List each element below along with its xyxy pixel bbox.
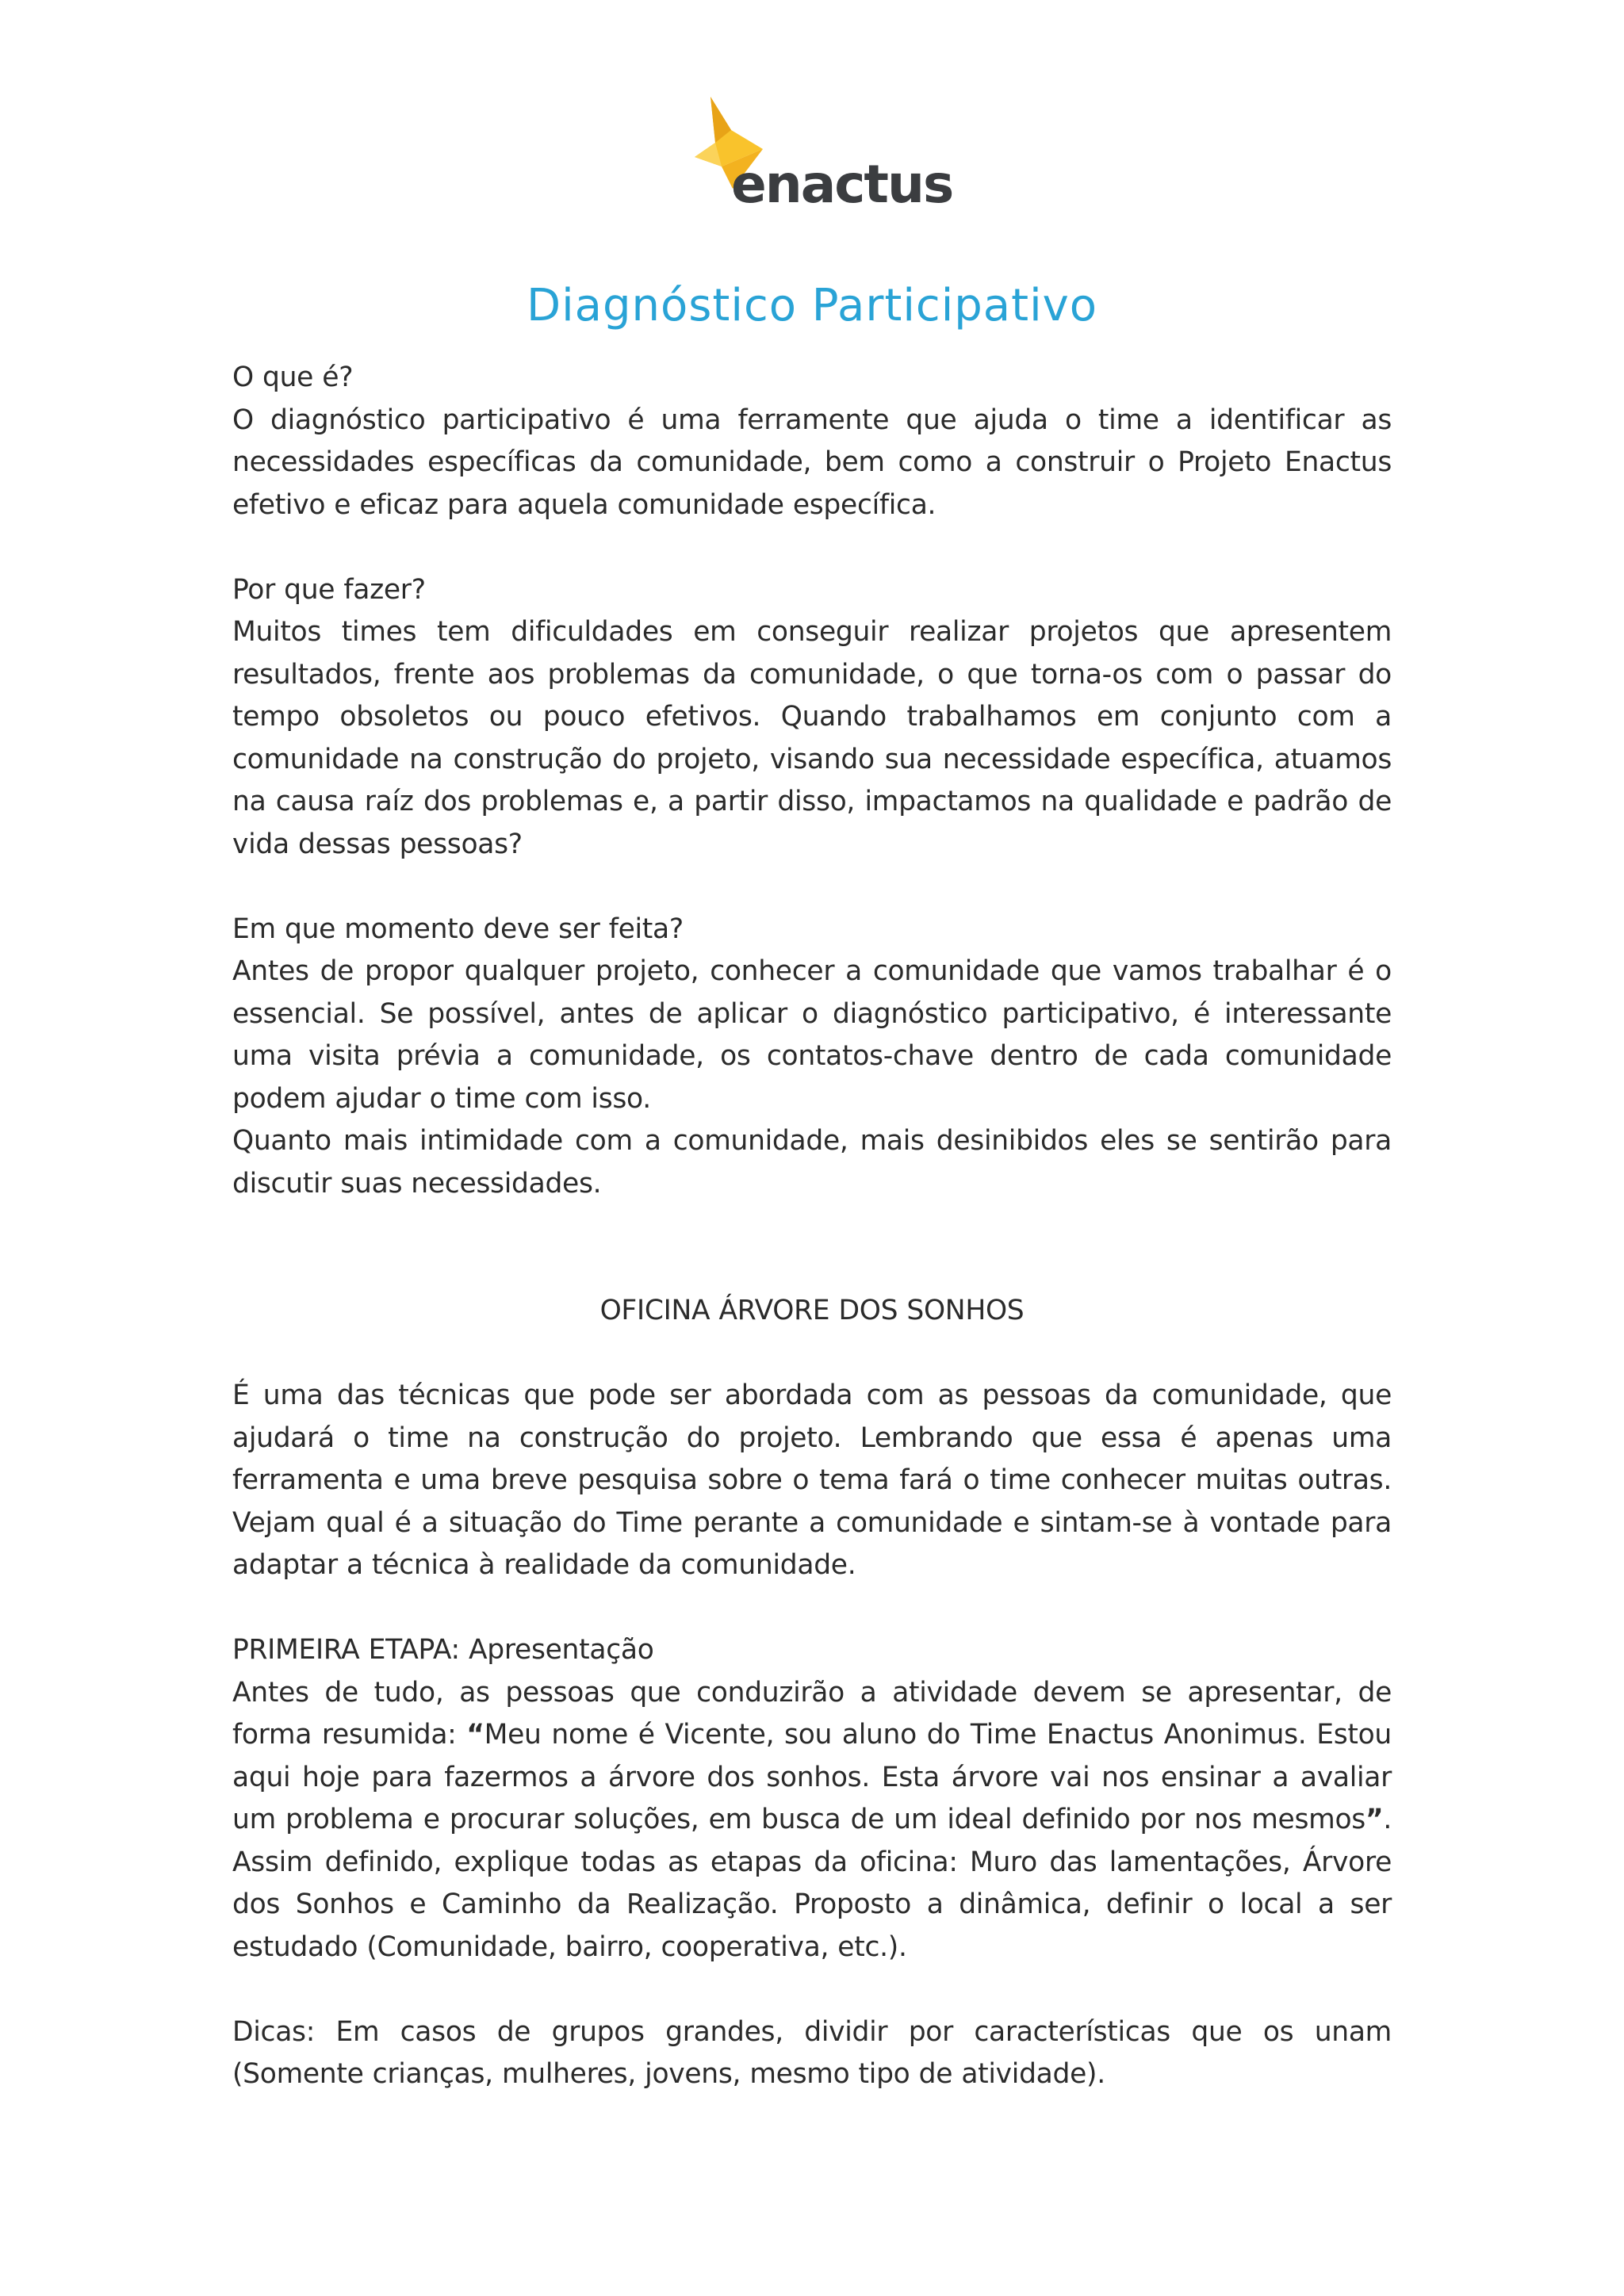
section-paragraph: Dicas: Em casos de grupos grandes, dividir por características que os unam (Somente crianças, mulheres, jovens, mesmo tipo de atividade). <box>232 2015 1392 2090</box>
quote-open-mark: “ <box>466 1719 485 1751</box>
section-paragraph: Quanto mais intimidade com a comunidade, mais desinibidos eles se sentirão para discutir suas necessidades. <box>232 1125 1392 1200</box>
section-heading-centered: OFICINA ÁRVORE DOS SONHOS <box>599 1295 1025 1326</box>
enactus-logo <box>684 94 953 215</box>
section-paragraph: É uma das técnicas que pode ser abordada com as pessoas da comunidade, que ajudará o time na construção do projeto. Lembrando que essa é apenas uma ferramenta e uma breve pesquisa sobre o tema fará o time conhecer muitas outras. Vejam qual é a situação do Time perante a comunidade e sintam-se à vontade para adaptar a técnica à realidade da comunidade. <box>232 1380 1392 1581</box>
section-paragraph: Muitos times tem dificuldades em conseguir realizar projetos que apresentem resultados, frente aos problemas da comunidade, o que torna-os com o passar do tempo obsoletos ou pouco efetivos. Quando trabalhamos em conjunto com a comunidade na construção do projeto, visando sua necessidade específica, atuamos na causa raíz dos problemas e, a partir disso, impactamos na qualidade e padrão de vida dessas pessoas? <box>232 616 1392 860</box>
section-heading: O que é? <box>232 362 354 393</box>
section-paragraph <box>232 1672 1392 1969</box>
quote-text: Meu nome é Vicente, sou aluno do Time Enactus Anonimus. Estou aqui hoje para fazermos a árvore dos sonhos. Esta árvore vai nos ensinar a avaliar um problema e procurar soluções, em busca de um ideal definido por nos mesmos <box>232 1719 1392 1835</box>
section-oficina <box>232 1290 1392 1587</box>
logo-wordmark: enactus <box>731 154 953 215</box>
section-dicas <box>232 2011 1392 2096</box>
paragraph-text: . Assim definido, explique todas as etapas da oficina: Muro das lamentações, Árvore dos Sonhos e Caminho da Realização. Proposto a dinâmica, definir o local a ser estudado (Comunidade, bairro, cooperativa, etc.). <box>232 1804 1392 1963</box>
section-heading: Por que fazer? <box>232 573 426 606</box>
section-primeira-etapa <box>232 1629 1392 1969</box>
section-o-que-e <box>232 357 1392 526</box>
section-paragraph: O diagnóstico participativo é uma ferramente que ajuda o time a identificar as necessidades específicas da comunidade, bem como a construir o Projeto Enactus efetivo e eficaz para aquela comunidade específica. <box>232 404 1392 521</box>
section-momento <box>232 909 1392 1206</box>
document-body <box>232 357 1392 2096</box>
paragraph-text: Antes de tudo, as pessoas que conduzirão a atividade devem se apresentar, de forma resumida: <box>232 1676 1392 1751</box>
section-por-que <box>232 569 1392 867</box>
section-paragraph: Antes de propor qualquer projeto, conhecer a comunidade que vamos trabalhar é o essencial. Se possível, antes de aplicar o diagnóstico participativo, é interessante uma visita prévia a comunidade, os contatos-chave dentro de cada comunidade podem ajudar o time com isso. <box>232 955 1392 1115</box>
section-heading: Em que momento deve ser feita? <box>232 913 684 945</box>
section-heading: PRIMEIRA ETAPA: Apresentação <box>232 1634 654 1666</box>
quote-close-mark: ” <box>1365 1804 1384 1835</box>
page-title: Diagnóstico Participativo <box>526 279 1098 331</box>
